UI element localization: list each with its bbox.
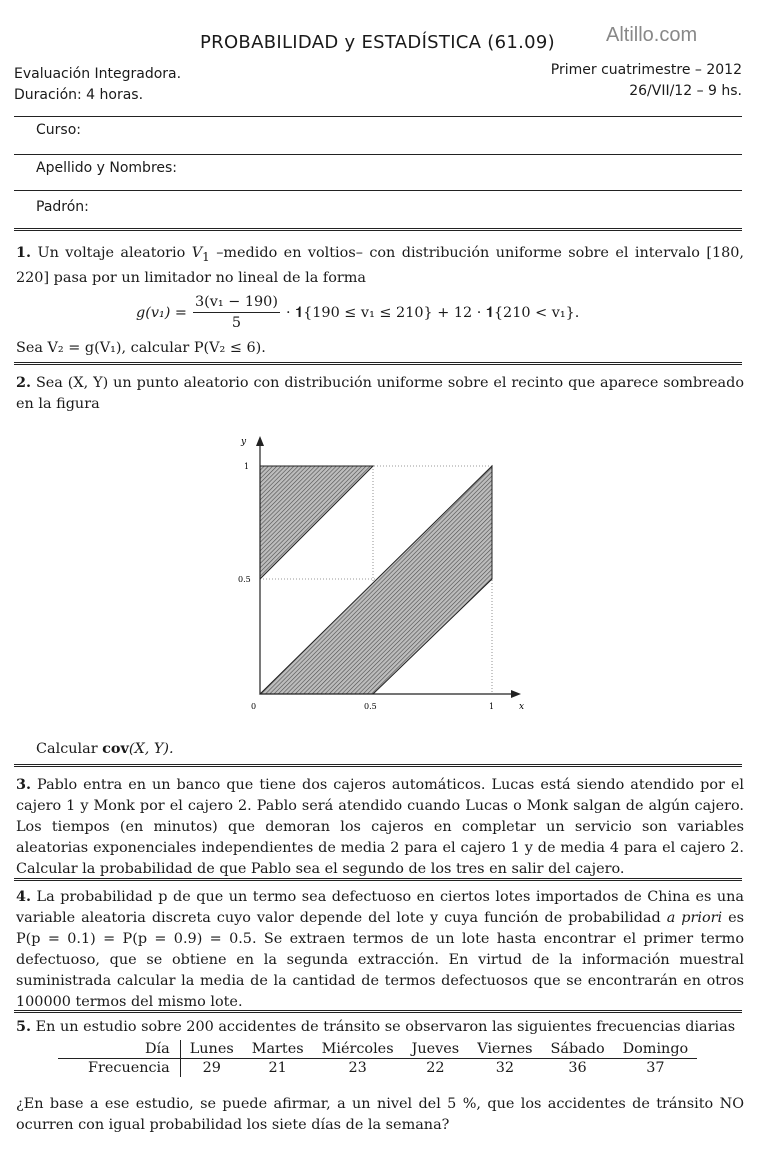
formula-fraction (193, 292, 280, 333)
divider (14, 228, 742, 231)
day-cell: Viernes (468, 1040, 541, 1059)
exam-date: 26/VII/12 – 9 hs. (629, 83, 742, 99)
day-cell: Domingo (614, 1040, 698, 1059)
question-number: 4. (16, 888, 32, 905)
watermark-logo: Altillo.com (606, 24, 698, 46)
math-sub: 1 (202, 249, 210, 264)
row-label-frequency: Frecuencia (58, 1059, 180, 1078)
question-text: Sea (X, Y) un punto aleatorio con distribución uniforme sobre el recinto que aparece sombreado en la figura (16, 375, 744, 412)
divider (14, 190, 742, 191)
a-priori-text: a priori (666, 910, 723, 926)
y-tick-label: 0.5 (238, 575, 251, 584)
exam-duration: Duración: 4 horas. (14, 87, 144, 103)
freq-cell: 22 (426, 1060, 445, 1076)
fraction-denominator: 5 (231, 315, 242, 331)
field-curso-label: Curso: (36, 122, 81, 138)
question-text: La probabilidad p de que un termo sea defectuoso en ciertos lotes importados de China es una variable aleatoria discreta cuyo valor depende del lote y cuya función de probabilidad (16, 889, 744, 926)
x-tick-label: 0 (251, 702, 257, 711)
divider (14, 878, 742, 881)
y-axis-label: y (241, 437, 247, 447)
formula-rhs: · 𝟏{190 ≤ v₁ ≤ 210} + 12 · 𝟏{210 < v₁}. (285, 304, 580, 321)
table-row (58, 1059, 697, 1078)
field-apellido-label: Apellido y Nombres: (36, 160, 178, 176)
shaded-region-figure (230, 432, 530, 722)
freq-cell: 36 (568, 1060, 587, 1076)
divider (14, 764, 742, 767)
question-text: –medido en voltios– con distribución uniforme sobre el intervalo [180, 220] pasa por un limitador no lineal de la forma (16, 245, 745, 286)
question-5-ask: ¿En base a ese estudio, se puede afirmar, a un nivel del 5 %, que los accidentes de tránsito NO ocurren con igual probabilidad los siete días de la semana? (16, 1096, 744, 1133)
freq-cell: 21 (268, 1060, 287, 1076)
exam-type: Evaluación Integradora. (14, 66, 182, 82)
question-number: 1. (16, 244, 32, 261)
formula-g (136, 292, 579, 333)
question-number: 3. (16, 776, 32, 793)
table-header-row (58, 1040, 697, 1059)
x-tick-label: 0.5 (364, 702, 377, 711)
math-var: (X, Y). (128, 741, 174, 757)
question-3 (16, 774, 744, 880)
question-text: es P(p = 0.1) = P(p = 0.9) = 0.5. Se extraen termos de un lote hasta encontrar el primer termo defectuoso, que se obtiene en la segunda extracción. En virtud de la información muestral suministrada calcular la media de la cantidad de termos defectuosos que se encontrarán en otros 100000 termos del mismo lote. (16, 910, 744, 1010)
question-number: 5. (16, 1018, 32, 1035)
question-4 (16, 886, 744, 1013)
divider (14, 362, 742, 365)
shaded-triangle (260, 466, 373, 579)
question-1 (16, 242, 744, 289)
row-label-day: Día (58, 1040, 180, 1059)
exam-schedule (551, 60, 742, 102)
day-cell: Martes (243, 1040, 313, 1059)
divider (14, 154, 742, 155)
question-text: Pablo entra en un banco que tiene dos cajeros automáticos. Lucas está siendo atendido por el cajero 1 y Monk por el cajero 2. Pablo será atendido cuando Lucas o Monk salgan de algún cajero. Los tiempos (en minutos) que demoran los cajeros en completar un servicio son variables aleatorias exponenciales independientes de media 2 para el cajero 1 y de media 4 para el cajero 2. Calcular la probabilidad de que Pablo sea el segundo de los tres en salir del cajero. (16, 777, 744, 877)
freq-cell: 23 (348, 1060, 367, 1076)
fraction-numerator: 3(v₁ − 190) (193, 292, 280, 313)
day-cell: Sábado (542, 1040, 614, 1059)
question-5 (16, 1016, 744, 1038)
cov-operator: cov (102, 740, 129, 757)
day-cell: Miércoles (313, 1040, 403, 1059)
freq-cell: 32 (495, 1060, 514, 1076)
exam-term: Primer cuatrimestre – 2012 (550, 62, 742, 78)
x-tick-label: 1 (489, 702, 495, 711)
question-text: En un estudio sobre 200 accidentes de tránsito se observaron las siguientes frecuencias diarias (35, 1019, 736, 1035)
question-2 (16, 372, 744, 415)
x-axis-label: x (519, 702, 525, 712)
y-tick-label: 1 (244, 462, 250, 471)
field-padron-label: Padrón: (36, 199, 89, 215)
day-cell: Lunes (180, 1040, 243, 1059)
question-text: Un voltaje aleatorio (37, 245, 186, 261)
exam-info (14, 64, 181, 106)
math-var: V (191, 245, 203, 261)
day-cell: Jueves (403, 1040, 469, 1059)
question-number: 2. (16, 374, 32, 391)
question-text: Calcular (36, 741, 98, 757)
freq-cell: 29 (202, 1060, 221, 1076)
frequency-table (58, 1040, 697, 1077)
question-2-ask (36, 738, 764, 760)
question-1-ask: Sea V₂ = g(V₁), calcular P(V₂ ≤ 6). (16, 340, 266, 356)
freq-cell: 37 (646, 1060, 665, 1076)
x-axis-arrow (511, 690, 521, 698)
divider (14, 1010, 742, 1013)
formula-lhs: g(v₁) = (136, 304, 187, 321)
exam-title: PROBABILIDAD y ESTADÍSTICA (61.09) (200, 32, 555, 53)
y-axis-arrow (256, 436, 264, 446)
divider (14, 116, 742, 117)
